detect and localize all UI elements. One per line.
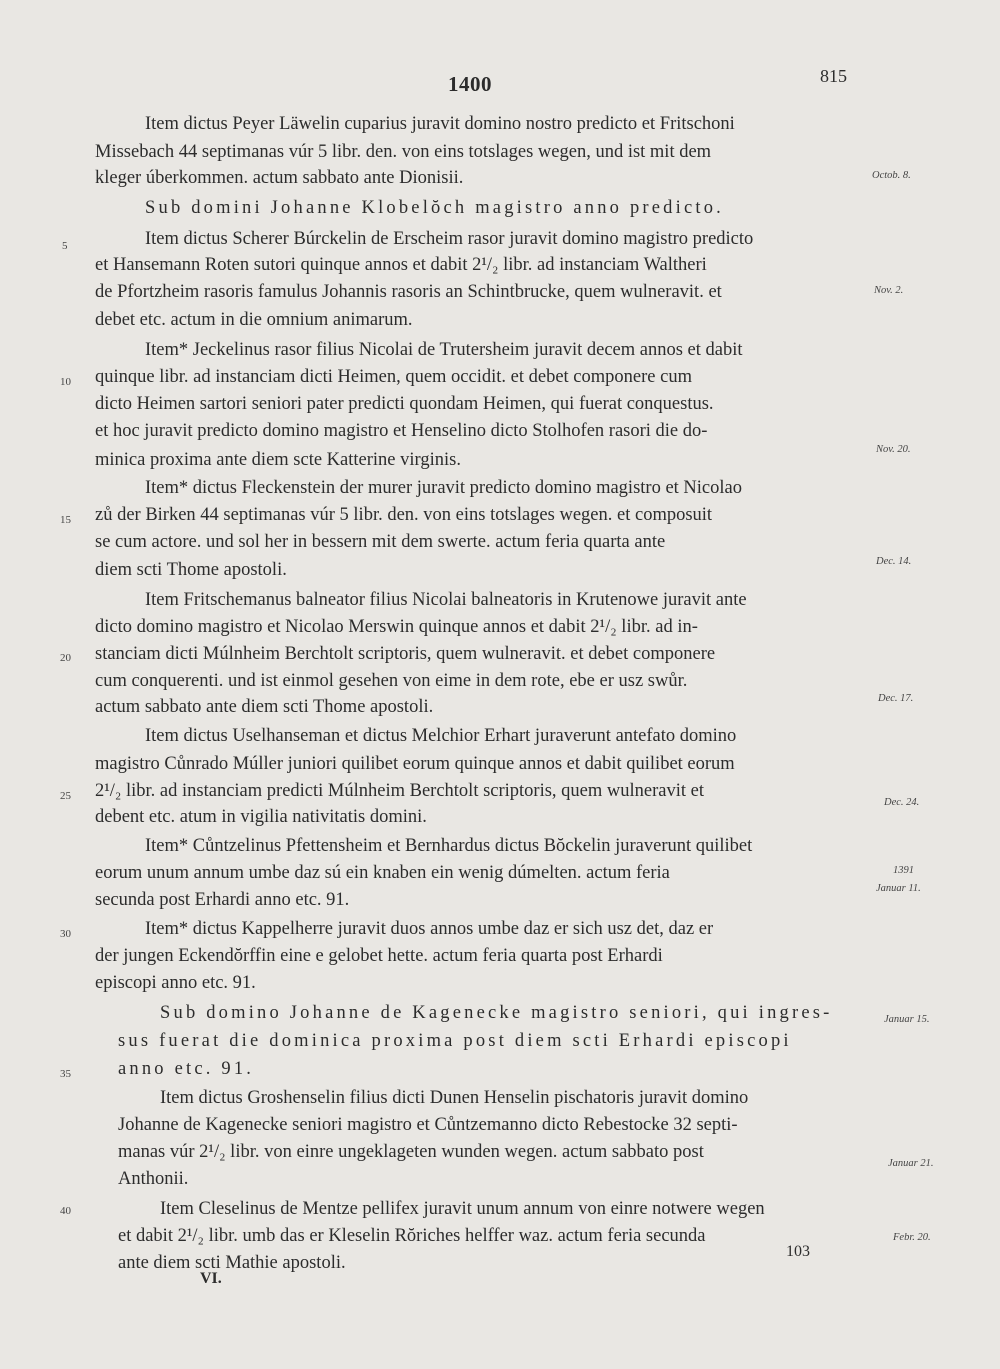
text-line: manas vúr 2¹/₂ libr. von einre ungeklageten wunden wegen. actum sabbato post [118, 1142, 704, 1162]
text-line: Item Fritschemanus balneator filius Nicolai balneatoris in Krutenowe juravit ante [145, 590, 747, 610]
line-number: 20 [60, 652, 71, 664]
page-number: 815 [820, 66, 847, 86]
section-heading: anno etc. 91. [118, 1059, 255, 1079]
text-line: et dabit 2¹/₂ libr. umb das er Kleselin Rŏriches helffer waz. actum feria secunda [118, 1226, 706, 1246]
text-line: minica proxima ante diem scte Katterine virginis. [95, 450, 461, 470]
text-line: magistro Cůnrado Múller juniori quilibet eorum quinque annos et dabit quilibet eorum [95, 754, 735, 774]
text-line: stanciam dicti Múlnheim Berchtolt scriptoris, quem wulneravit. et debet componere [95, 644, 716, 664]
line-number: 40 [60, 1205, 71, 1217]
margin-date: Nov. 20. [876, 444, 911, 455]
margin-date: 1391 [893, 865, 914, 876]
text-line: diem scti Thome apostoli. [95, 560, 287, 580]
text-line: dicto domino magistro et Nicolao Merswin quinque annos et dabit 2¹/₂ libr. ad in- [95, 617, 698, 637]
text-line: quinque libr. ad instanciam dicti Heimen, quem occidit. et debet componere cum [95, 367, 692, 387]
text-line: Item dictus Uselhanseman et dictus Melchior Erhart juraverunt antefato domino [145, 726, 737, 746]
margin-date: Dec. 17. [878, 693, 914, 704]
text-line: kleger úberkommen. actum sabbato ante Dionisii. [95, 168, 464, 188]
margin-date: Octob. 8. [872, 170, 911, 181]
text-line: actum sabbato ante diem scti Thome apostoli. [95, 697, 434, 717]
line-number: 35 [60, 1068, 71, 1080]
text-line: Item* Jeckelinus rasor filius Nicolai de Trutersheim juravit decem annos et dabit [145, 340, 743, 360]
text-line: se cum actore. und sol her in bessern mit dem swerte. actum feria quarta ante [95, 532, 666, 552]
text-line: et hoc juravit predicto domino magistro et Henselino dicto Stolhofen rasori die do- [95, 421, 708, 441]
text-line: et Hansemann Roten sutori quinque annos et dabit 2¹/₂ libr. ad instanciam Waltheri [95, 255, 707, 275]
text-line: Anthonii. [118, 1169, 189, 1189]
text-line: 2¹/₂ libr. ad instanciam predicti Múlnheim Berchtolt scriptoris, quem wulneravit et [95, 781, 705, 801]
text-line: ante diem scti Mathie apostoli. [118, 1253, 346, 1273]
text-line: episcopi anno etc. 91. [95, 973, 256, 993]
line-number: 25 [60, 790, 71, 802]
section-heading: Sub domino Johanne de Kagenecke magistro seniori, qui ingres- [160, 1003, 833, 1023]
text-line: Item Cleselinus de Mentze pellifex juravit unum annum von einre notwere wegen [160, 1199, 765, 1219]
margin-date: Januar 15. [884, 1014, 930, 1025]
line-number: 30 [60, 928, 71, 940]
line-number: 15 [60, 514, 71, 526]
text-line: debent etc. atum in vigilia nativitatis domini. [95, 807, 427, 827]
line-number: 5 [62, 240, 68, 252]
line-number: 10 [60, 376, 71, 388]
section-heading: Sub domini Johanne Klobelŏch magistro anno predicto. [145, 198, 724, 218]
text-line: de Pfortzheim rasoris famulus Johannis rasoris an Schintbrucke, quem wulneravit. et [95, 282, 722, 302]
text-line: eorum unum annum umbe daz sú ein knaben ein wenig dúmelten. actum feria [95, 863, 670, 883]
text-line: Item* dictus Fleckenstein der murer juravit predicto domino magistro et Nicolao [145, 478, 742, 498]
text-line: Item dictus Groshenselin filius dicti Dunen Henselin pischatoris juravit domino [160, 1088, 749, 1108]
text-line: Missebach 44 septimanas vúr 5 libr. den. von eins totslages wegen, und ist mit dem [95, 142, 712, 162]
margin-date: Dec. 14. [876, 556, 912, 567]
text-line: dicto Heimen sartori seniori pater predicti quondam Heimen, qui fuerat conquestus. [95, 394, 714, 414]
text-line: der jungen Eckendŏrffin eine e gelobet hette. actum feria quarta post Erhardi [95, 946, 663, 966]
text-line: debet etc. actum in die omnium animarum. [95, 310, 413, 330]
section-heading: sus fuerat die dominica proxima post diem scti Erhardi episcopi [118, 1031, 792, 1051]
margin-date: Januar 21. [888, 1158, 934, 1169]
signature-mark: 103 [786, 1243, 810, 1260]
text-line: secunda post Erhardi anno etc. 91. [95, 890, 350, 910]
margin-date: Febr. 20. [893, 1232, 931, 1243]
text-line: Item dictus Scherer Búrckelin de Erscheim rasor juravit domino magistro predicto [145, 229, 754, 249]
volume-mark: VI. [200, 1270, 222, 1287]
margin-date: Nov. 2. [874, 285, 904, 296]
text-line: Item* Cůntzelinus Pfettensheim et Bernhardus dictus Bŏckelin juraverunt quilibet [145, 836, 753, 856]
text-line: Johanne de Kagenecke seniori magistro et Cůntzemanno dicto Rebestocke 32 septi- [118, 1115, 738, 1135]
margin-date: Januar 11. [876, 883, 921, 894]
text-line: cum conquerenti. und ist einmol gesehen von eime in dem rote, ebe er usz swůr. [95, 671, 688, 691]
margin-date: Dec. 24. [884, 797, 920, 808]
text-line: Item* dictus Kappelherre juravit duos annos umbe daz er sich usz det, daz er [145, 919, 714, 939]
text-line: zů der Birken 44 septimanas vúr 5 libr. den. von eins totslages wegen. et composuit [95, 505, 713, 525]
text-line: Item dictus Peyer Läwelin cuparius juravit domino nostro predicto et Fritschoni [145, 114, 735, 134]
page-year: 1400 [448, 72, 492, 96]
